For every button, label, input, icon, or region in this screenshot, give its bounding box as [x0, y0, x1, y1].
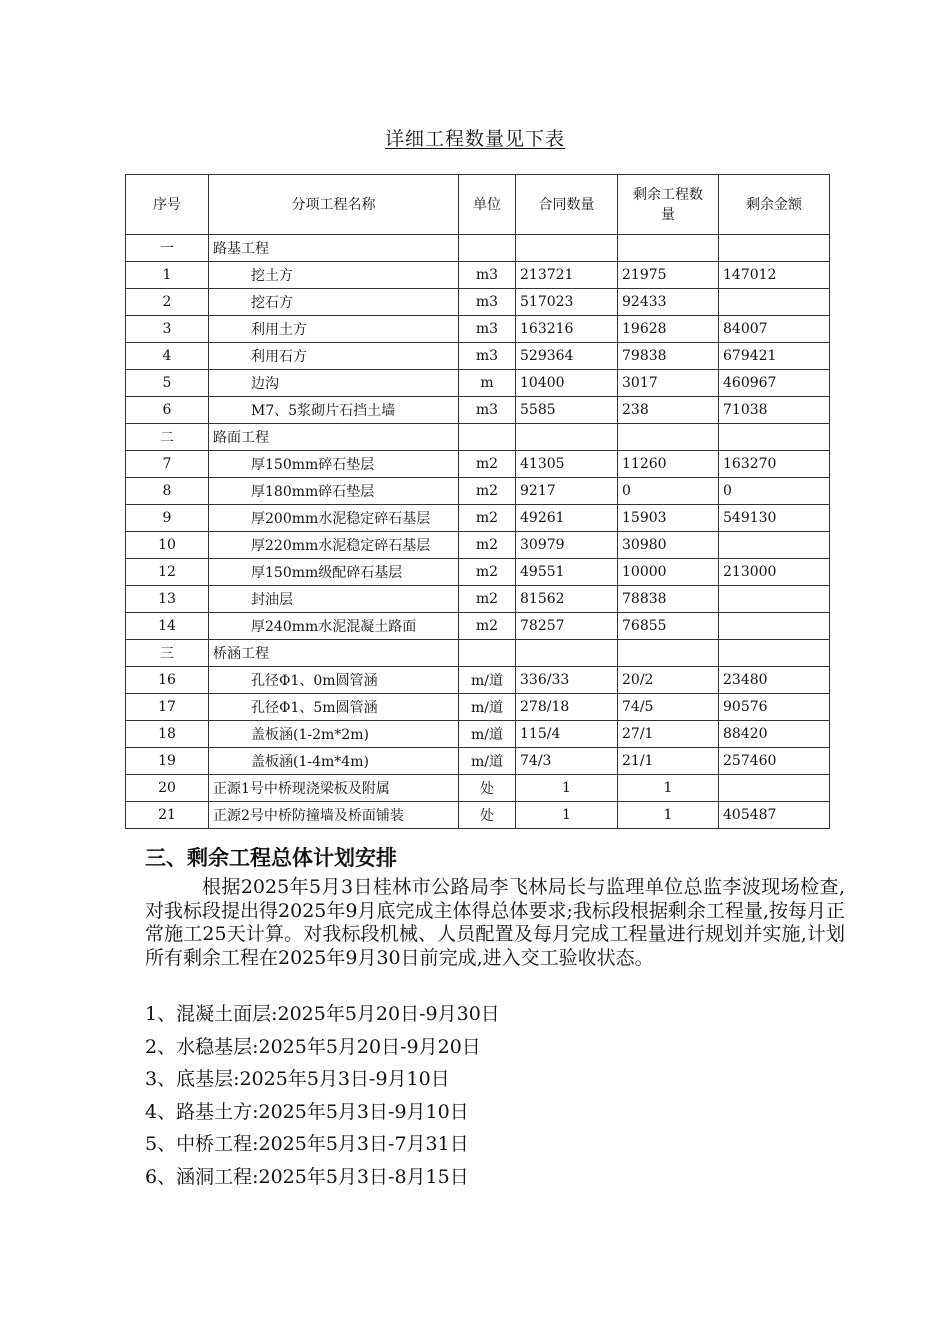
cell-no: 20 — [126, 775, 209, 802]
cell-amount: 213000 — [719, 559, 830, 586]
table-row — [126, 802, 830, 829]
cell-name: 孔径Φ1、5m圆管涵 — [209, 694, 459, 721]
cell-remain: 11260 — [618, 451, 719, 478]
table-row — [126, 667, 830, 694]
cell-contract: 10400 — [516, 370, 618, 397]
cell-no: 三 — [126, 640, 209, 667]
quantity-table — [125, 174, 830, 829]
section-row — [126, 640, 830, 667]
cell-contract: 74/3 — [516, 748, 618, 775]
cell-no: 6 — [126, 397, 209, 424]
cell-name: 厚220mm水泥稳定碎石基层 — [209, 532, 459, 559]
cell-contract: 49551 — [516, 559, 618, 586]
cell-name: 利用土方 — [209, 316, 459, 343]
cell-contract: 529364 — [516, 343, 618, 370]
cell-remain: 1 — [618, 802, 719, 829]
cell-name: 盖板涵(1-4m*4m) — [209, 748, 459, 775]
table-row — [126, 721, 830, 748]
cell-no: 9 — [126, 505, 209, 532]
cell-amount: 460967 — [719, 370, 830, 397]
cell-empty — [719, 640, 830, 667]
cell-unit: 处 — [459, 775, 516, 802]
table-row — [126, 775, 830, 802]
cell-remain: 27/1 — [618, 721, 719, 748]
table-title: 详细工程数量见下表 — [384, 128, 565, 150]
cell-name: 厚240mm水泥混凝土路面 — [209, 613, 459, 640]
cell-no: 13 — [126, 586, 209, 613]
cell-no: 二 — [126, 424, 209, 451]
plan-paragraph: 根据2025年5月3日桂林市公路局李飞林局长与监理单位总监李波现场检查,对我标段提出得2025年9月底完成主体得总体要求;我标段根据剩余工程量,按每月正常施工25天计算。对我标段机械、人员配置及每月完成工程量进行规划并实施,计划所有剩余工程在2025年9月30日前完成,进入交工验收状态。 — [145, 876, 845, 969]
cell-remain: 19628 — [618, 316, 719, 343]
cell-name: 厚150mm碎石垫层 — [209, 451, 459, 478]
cell-unit: m3 — [459, 316, 516, 343]
cell-name: 边沟 — [209, 370, 459, 397]
cell-contract: 115/4 — [516, 721, 618, 748]
header-remain: 剩余工程数量 — [618, 175, 719, 235]
cell-name: 厚200mm水泥稳定碎石基层 — [209, 505, 459, 532]
cell-unit: m — [459, 370, 516, 397]
table-row — [126, 559, 830, 586]
plan-list — [145, 998, 500, 1193]
cell-remain: 10000 — [618, 559, 719, 586]
cell-remain: 92433 — [618, 289, 719, 316]
cell-no: 3 — [126, 316, 209, 343]
plan-item: 6、涵洞工程:2025年5月3日-8月15日 — [145, 1165, 469, 1188]
cell-remain: 79838 — [618, 343, 719, 370]
section-heading: 三、剩余工程总体计划安排 — [145, 846, 397, 870]
cell-unit: m2 — [459, 586, 516, 613]
cell-no: 2 — [126, 289, 209, 316]
cell-name: 封油层 — [209, 586, 459, 613]
cell-remain: 1 — [618, 775, 719, 802]
cell-amount — [719, 532, 830, 559]
cell-no: 10 — [126, 532, 209, 559]
cell-contract: 41305 — [516, 451, 618, 478]
table-row — [126, 613, 830, 640]
cell-no: 7 — [126, 451, 209, 478]
cell-unit: m2 — [459, 532, 516, 559]
plan-item: 1、混凝土面层:2025年5月20日-9月30日 — [145, 1003, 500, 1025]
cell-empty — [516, 235, 618, 262]
cell-contract: 5585 — [516, 397, 618, 424]
cell-contract: 163216 — [516, 316, 618, 343]
cell-empty — [719, 424, 830, 451]
cell-remain: 21975 — [618, 262, 719, 289]
cell-amount: 679421 — [719, 343, 830, 370]
cell-empty — [459, 424, 516, 451]
section-row — [126, 424, 830, 451]
cell-empty — [618, 424, 719, 451]
cell-remain: 238 — [618, 397, 719, 424]
table-row — [126, 262, 830, 289]
cell-unit: m/道 — [459, 721, 516, 748]
cell-unit: m/道 — [459, 667, 516, 694]
cell-remain: 76855 — [618, 613, 719, 640]
cell-section-name: 路面工程 — [209, 424, 459, 451]
cell-name: 正源1号中桥现浇梁板及附属 — [209, 775, 459, 802]
cell-remain: 30980 — [618, 532, 719, 559]
cell-remain: 0 — [618, 478, 719, 505]
cell-empty — [516, 424, 618, 451]
cell-contract: 1 — [516, 775, 618, 802]
cell-no: 12 — [126, 559, 209, 586]
cell-name: 孔径Φ1、0m圆管涵 — [209, 667, 459, 694]
table-row — [126, 289, 830, 316]
cell-empty — [516, 640, 618, 667]
table-row — [126, 748, 830, 775]
table-row — [126, 397, 830, 424]
cell-no: 4 — [126, 343, 209, 370]
cell-unit: m3 — [459, 289, 516, 316]
table-row — [126, 370, 830, 397]
cell-contract: 9217 — [516, 478, 618, 505]
cell-remain: 15903 — [618, 505, 719, 532]
cell-name: 挖土方 — [209, 262, 459, 289]
cell-remain: 3017 — [618, 370, 719, 397]
cell-remain: 20/2 — [618, 667, 719, 694]
cell-contract: 81562 — [516, 586, 618, 613]
cell-unit: m3 — [459, 262, 516, 289]
cell-amount — [719, 775, 830, 802]
table-row — [126, 532, 830, 559]
cell-unit: m2 — [459, 505, 516, 532]
cell-no: 19 — [126, 748, 209, 775]
table-row — [126, 343, 830, 370]
table-row — [126, 694, 830, 721]
cell-contract: 1 — [516, 802, 618, 829]
cell-no: 18 — [126, 721, 209, 748]
cell-amount: 549130 — [719, 505, 830, 532]
cell-no: 8 — [126, 478, 209, 505]
cell-no: 16 — [126, 667, 209, 694]
cell-name: 利用石方 — [209, 343, 459, 370]
cell-contract: 30979 — [516, 532, 618, 559]
table-row — [126, 316, 830, 343]
cell-empty — [719, 235, 830, 262]
cell-amount — [719, 613, 830, 640]
cell-section-name: 路基工程 — [209, 235, 459, 262]
table-row — [126, 451, 830, 478]
cell-amount: 71038 — [719, 397, 830, 424]
section-row — [126, 235, 830, 262]
cell-unit: m2 — [459, 451, 516, 478]
cell-remain: 74/5 — [618, 694, 719, 721]
cell-amount: 405487 — [719, 802, 830, 829]
cell-contract: 517023 — [516, 289, 618, 316]
cell-amount — [719, 289, 830, 316]
cell-amount: 147012 — [719, 262, 830, 289]
table-row — [126, 478, 830, 505]
cell-remain: 78838 — [618, 586, 719, 613]
cell-unit: m3 — [459, 397, 516, 424]
cell-contract: 78257 — [516, 613, 618, 640]
cell-section-name: 桥涵工程 — [209, 640, 459, 667]
cell-no: 21 — [126, 802, 209, 829]
plan-item: 5、中桥工程:2025年5月3日-7月31日 — [145, 1133, 469, 1155]
table-row — [126, 586, 830, 613]
cell-empty — [459, 640, 516, 667]
cell-remain: 21/1 — [618, 748, 719, 775]
cell-amount: 23480 — [719, 667, 830, 694]
cell-contract: 278/18 — [516, 694, 618, 721]
cell-name: 盖板涵(1-2m*2m) — [209, 721, 459, 748]
cell-name: 正源2号中桥防撞墙及桥面铺装 — [209, 802, 459, 829]
cell-amount: 90576 — [719, 694, 830, 721]
plan-item: 4、路基土方:2025年5月3日-9月10日 — [145, 1100, 469, 1123]
cell-unit: m2 — [459, 478, 516, 505]
cell-name: 厚150mm级配碎石基层 — [209, 559, 459, 586]
cell-no: 1 — [126, 262, 209, 289]
plan-item: 2、水稳基层:2025年5月20日-9月20日 — [145, 1035, 481, 1058]
cell-unit: m2 — [459, 559, 516, 586]
header-name: 分项工程名称 — [209, 175, 459, 235]
cell-amount: 84007 — [719, 316, 830, 343]
cell-name: 厚180mm碎石垫层 — [209, 478, 459, 505]
cell-empty — [459, 235, 516, 262]
cell-no: 5 — [126, 370, 209, 397]
cell-name: M7、5浆砌片石挡土墙 — [209, 397, 459, 424]
cell-amount — [719, 586, 830, 613]
cell-unit: m/道 — [459, 694, 516, 721]
table-header-row — [126, 175, 830, 235]
cell-amount: 257460 — [719, 748, 830, 775]
cell-no: 一 — [126, 235, 209, 262]
cell-unit: 处 — [459, 802, 516, 829]
cell-unit: m3 — [459, 343, 516, 370]
cell-amount: 88420 — [719, 721, 830, 748]
cell-unit: m2 — [459, 613, 516, 640]
header-amount: 剩余金额 — [719, 175, 830, 235]
table-body — [126, 235, 830, 829]
cell-contract: 213721 — [516, 262, 618, 289]
cell-empty — [618, 640, 719, 667]
plan-item: 3、底基层:2025年5月3日-9月10日 — [145, 1068, 450, 1090]
table-row — [126, 505, 830, 532]
cell-contract: 49261 — [516, 505, 618, 532]
cell-contract: 336/33 — [516, 667, 618, 694]
header-no: 序号 — [126, 175, 209, 235]
header-contract: 合同数量 — [516, 175, 618, 235]
cell-unit: m/道 — [459, 748, 516, 775]
cell-no: 17 — [126, 694, 209, 721]
cell-no: 14 — [126, 613, 209, 640]
cell-name: 挖石方 — [209, 289, 459, 316]
header-unit: 单位 — [459, 175, 516, 235]
cell-amount: 0 — [719, 478, 830, 505]
cell-amount: 163270 — [719, 451, 830, 478]
cell-empty — [618, 235, 719, 262]
